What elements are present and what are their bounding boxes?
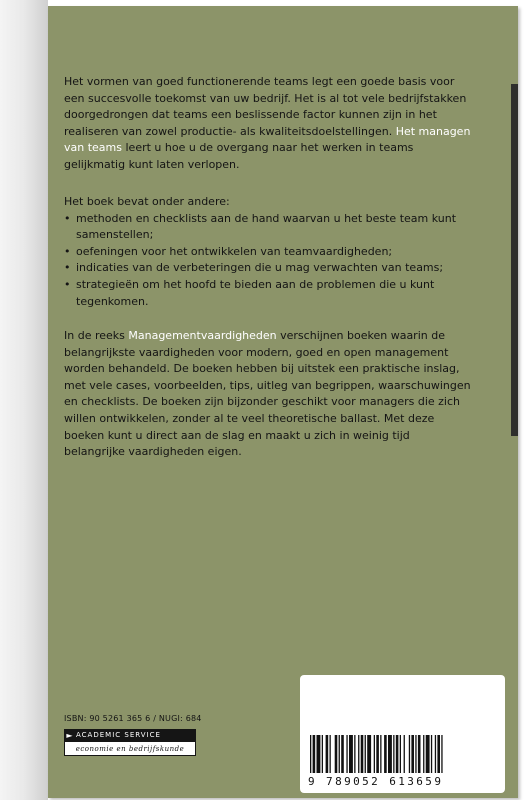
- intro-text-start: Het vormen van goed functionerende teams legt een goede basis voor een succesvolle toekomst van uw bedrijf. Het is al tot vele bedrijfstakken doorgedrongen dat teams een beslissende factor kunnen zijn in het realiseren van zowel productie- als kwaliteitsdoelstellingen.: [64, 75, 467, 138]
- bullet-icon: •: [64, 261, 71, 275]
- intro-text-end: leert u hoe u de overgang naar het werken in teams gelijkmatig kunt laten verlopen.: [64, 141, 414, 171]
- bullet-icon: •: [64, 277, 71, 291]
- series-paragraph: [64, 328, 474, 461]
- bullet-icon: •: [64, 211, 71, 225]
- cover-edge-strip: [511, 84, 518, 436]
- book-title-highlight: Het managen van teams: [64, 124, 471, 155]
- list-item: • oefeningen voor het ontwikkelen van teamvaardigheden;: [64, 244, 474, 261]
- list-item: • strategieën om het hoofd te bieden aan de problemen die u kunt tegenkomen.: [64, 277, 435, 308]
- intro-paragraph: [64, 74, 474, 174]
- publisher-tagline: economie en bedrijfskunde: [64, 742, 196, 756]
- contents-intro: Het boek bevat onder andere:: [64, 195, 230, 208]
- series-text-end: verschijnen boeken waarin de belangrijkste vaardigheden voor modern, goed en open management worden behandeld. De boeken hebben bij uitstek een praktische inslag, met vele cases, voorbeelden, tips, uitleg van begrippen, waarschuwingen en checklists. De boeken zijn bijzonder geschikt voor managers die zich willen ontwikkelen, zonder al te veel theoretische ballast. Met deze boeken kunt u direct aan de slag en maakt u zich in weinig tijd belangrijke vaardigheden eigen.: [64, 329, 471, 459]
- contents-list: [64, 211, 474, 311]
- bullet-icon: •: [64, 244, 71, 258]
- barcode-icon: [308, 735, 498, 773]
- series-text-start: In de reeks: [64, 329, 129, 342]
- background-shadow: [0, 0, 48, 800]
- isbn-line: ISBN: 90 5261 365 6 / NUGI: 684: [64, 714, 202, 723]
- arrow-right-icon: ►: [66, 731, 74, 740]
- back-cover: [48, 6, 518, 798]
- barcode-label: [300, 675, 505, 793]
- publisher-logo: [64, 729, 196, 757]
- contents-section: [64, 194, 474, 310]
- series-name-highlight: Managementvaardigheden: [128, 329, 277, 342]
- barcode-number: 9 789052 613659: [308, 775, 444, 788]
- publisher-name: ACADEMIC SERVICE: [76, 731, 161, 739]
- list-item: • methoden en checklists aan de hand waarvan u het beste team kunt samenstellen;: [64, 211, 457, 242]
- list-item: • indicaties van de verbeteringen die u mag verwachten van teams;: [64, 260, 474, 277]
